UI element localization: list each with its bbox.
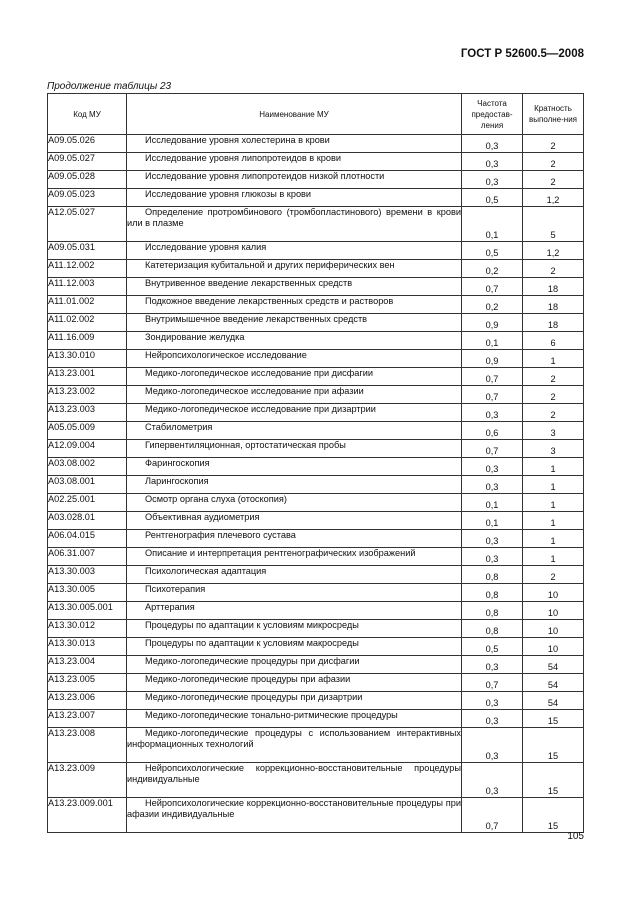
frequency-cell: 0,7 bbox=[462, 386, 523, 404]
code-cell: A09.05.031 bbox=[48, 242, 127, 260]
table-row bbox=[48, 602, 584, 620]
table-row bbox=[48, 798, 584, 833]
multiplicity-cell: 2 bbox=[523, 135, 584, 153]
table-row bbox=[48, 422, 584, 440]
frequency-cell: 0,7 bbox=[462, 440, 523, 458]
service-name: Исследование уровня калия bbox=[145, 242, 267, 252]
service-name: Стабилометрия bbox=[145, 422, 213, 432]
frequency-cell: 0,8 bbox=[462, 584, 523, 602]
service-name: Исследование уровня холестерина в крови bbox=[145, 135, 330, 145]
name-cell bbox=[127, 422, 462, 440]
multiplicity-cell: 1 bbox=[523, 494, 584, 512]
code-cell: A13.30.012 bbox=[48, 620, 127, 638]
table-row bbox=[48, 189, 584, 207]
service-name: Осмотр органа слуха (отоскопия) bbox=[145, 494, 287, 504]
frequency-cell: 0,2 bbox=[462, 260, 523, 278]
table-row bbox=[48, 314, 584, 332]
name-cell bbox=[127, 314, 462, 332]
multiplicity-cell: 1 bbox=[523, 548, 584, 566]
table-row bbox=[48, 674, 584, 692]
table-row bbox=[48, 278, 584, 296]
multiplicity-cell: 15 bbox=[523, 763, 584, 798]
table-row bbox=[48, 548, 584, 566]
frequency-cell: 0,7 bbox=[462, 674, 523, 692]
header-code: Код МУ bbox=[48, 94, 127, 135]
multiplicity-cell: 18 bbox=[523, 314, 584, 332]
service-name: Рентгенография плечевого сустава bbox=[145, 530, 296, 540]
code-cell: A13.23.009.001 bbox=[48, 798, 127, 833]
service-name: Медико-логопедическое исследование при дисфагии bbox=[145, 368, 373, 378]
code-cell: A13.23.008 bbox=[48, 728, 127, 763]
code-cell: A03.08.002 bbox=[48, 458, 127, 476]
multiplicity-cell: 1 bbox=[523, 350, 584, 368]
frequency-cell: 0,3 bbox=[462, 530, 523, 548]
multiplicity-cell: 2 bbox=[523, 153, 584, 171]
multiplicity-cell: 10 bbox=[523, 620, 584, 638]
frequency-cell: 0,9 bbox=[462, 314, 523, 332]
frequency-cell: 0,7 bbox=[462, 798, 523, 833]
table-row bbox=[48, 656, 584, 674]
multiplicity-cell: 15 bbox=[523, 798, 584, 833]
frequency-cell: 0,7 bbox=[462, 368, 523, 386]
name-cell bbox=[127, 548, 462, 566]
service-name: Описание и интерпретация рентгенографических изображений bbox=[145, 548, 416, 558]
code-cell: A13.30.005 bbox=[48, 584, 127, 602]
service-name: Психотерапия bbox=[145, 584, 206, 594]
name-cell bbox=[127, 798, 462, 833]
service-name: Внутривенное введение лекарственных средств bbox=[145, 278, 353, 288]
multiplicity-cell: 1 bbox=[523, 530, 584, 548]
frequency-cell: 0,3 bbox=[462, 476, 523, 494]
multiplicity-cell: 1 bbox=[523, 458, 584, 476]
service-name: Катетеризация кубитальной и других периферических вен bbox=[145, 260, 395, 270]
service-name: Нейропсихологическое исследование bbox=[145, 350, 307, 360]
table-header-row bbox=[48, 94, 584, 135]
frequency-cell: 0,1 bbox=[462, 332, 523, 350]
code-cell: A12.09.004 bbox=[48, 440, 127, 458]
frequency-cell: 0,2 bbox=[462, 296, 523, 314]
code-cell: A12.05.027 bbox=[48, 207, 127, 242]
frequency-cell: 0,6 bbox=[462, 422, 523, 440]
code-cell: A13.23.009 bbox=[48, 763, 127, 798]
frequency-cell: 0,8 bbox=[462, 602, 523, 620]
code-cell: A05.05.009 bbox=[48, 422, 127, 440]
multiplicity-cell: 10 bbox=[523, 638, 584, 656]
service-name: Медико-логопедическое исследование при афазии bbox=[145, 386, 364, 396]
service-name: Медико-логопедические процедуры с использованием интерактивных информационных технологий bbox=[127, 728, 461, 749]
service-name: Медико-логопедические процедуры при афазии bbox=[145, 674, 351, 684]
table-row bbox=[48, 332, 584, 350]
name-cell bbox=[127, 386, 462, 404]
name-cell bbox=[127, 512, 462, 530]
service-name: Исследование уровня глюкозы в крови bbox=[145, 189, 312, 199]
name-cell bbox=[127, 530, 462, 548]
table-row bbox=[48, 584, 584, 602]
name-cell bbox=[127, 476, 462, 494]
name-cell bbox=[127, 296, 462, 314]
table-row bbox=[48, 368, 584, 386]
frequency-cell: 0,9 bbox=[462, 350, 523, 368]
code-cell: A13.30.010 bbox=[48, 350, 127, 368]
multiplicity-cell: 2 bbox=[523, 404, 584, 422]
code-cell: A03.028.01 bbox=[48, 512, 127, 530]
name-cell bbox=[127, 602, 462, 620]
multiplicity-cell: 10 bbox=[523, 584, 584, 602]
service-name: Объективная аудиометрия bbox=[145, 512, 260, 522]
table-row bbox=[48, 171, 584, 189]
code-cell: A13.30.003 bbox=[48, 566, 127, 584]
table-row bbox=[48, 242, 584, 260]
code-cell: A02.25.001 bbox=[48, 494, 127, 512]
frequency-cell: 0,5 bbox=[462, 189, 523, 207]
multiplicity-cell: 15 bbox=[523, 728, 584, 763]
table-row bbox=[48, 440, 584, 458]
code-cell: A09.05.026 bbox=[48, 135, 127, 153]
table-row bbox=[48, 763, 584, 798]
page-number: 105 bbox=[567, 831, 584, 842]
code-cell: A11.02.002 bbox=[48, 314, 127, 332]
multiplicity-cell: 54 bbox=[523, 674, 584, 692]
name-cell bbox=[127, 404, 462, 422]
name-cell bbox=[127, 763, 462, 798]
code-cell: A09.05.023 bbox=[48, 189, 127, 207]
service-name: Определение протромбинового (тромбопластинового) времени в крови или в плазме bbox=[127, 207, 461, 228]
service-name: Гипервентиляционная, ортостатическая пробы bbox=[145, 440, 346, 450]
name-cell bbox=[127, 638, 462, 656]
multiplicity-cell: 1 bbox=[523, 512, 584, 530]
service-name: Подкожное введение лекарственных средств и растворов bbox=[145, 296, 394, 306]
multiplicity-cell: 18 bbox=[523, 296, 584, 314]
service-name: Психологическая адаптация bbox=[145, 566, 267, 576]
frequency-cell: 0,8 bbox=[462, 620, 523, 638]
multiplicity-cell: 18 bbox=[523, 278, 584, 296]
services-table bbox=[47, 93, 584, 833]
name-cell bbox=[127, 135, 462, 153]
frequency-cell: 0,3 bbox=[462, 458, 523, 476]
code-cell: A13.30.013 bbox=[48, 638, 127, 656]
name-cell bbox=[127, 368, 462, 386]
code-cell: A13.23.002 bbox=[48, 386, 127, 404]
service-name: Исследование уровня липопротеидов в крови bbox=[145, 153, 341, 163]
name-cell bbox=[127, 458, 462, 476]
multiplicity-cell: 3 bbox=[523, 422, 584, 440]
table-row bbox=[48, 260, 584, 278]
multiplicity-cell: 15 bbox=[523, 710, 584, 728]
name-cell bbox=[127, 242, 462, 260]
code-cell: A11.12.002 bbox=[48, 260, 127, 278]
multiplicity-cell: 2 bbox=[523, 566, 584, 584]
frequency-cell: 0,5 bbox=[462, 638, 523, 656]
code-cell: A13.23.004 bbox=[48, 656, 127, 674]
table-row bbox=[48, 494, 584, 512]
multiplicity-cell: 5 bbox=[523, 207, 584, 242]
table-row bbox=[48, 620, 584, 638]
code-cell: A11.01.002 bbox=[48, 296, 127, 314]
code-cell: A11.16.009 bbox=[48, 332, 127, 350]
table-caption: Продолжение таблицы 23 bbox=[47, 81, 172, 92]
frequency-cell: 0,3 bbox=[462, 710, 523, 728]
service-name: Нейропсихологические коррекционно-восстановительные процедуры при афазии индивидуальные bbox=[127, 798, 461, 819]
name-cell bbox=[127, 260, 462, 278]
service-name: Процедуры по адаптации к условиям макросреды bbox=[145, 638, 359, 648]
code-cell: A13.23.003 bbox=[48, 404, 127, 422]
multiplicity-cell: 54 bbox=[523, 692, 584, 710]
name-cell bbox=[127, 584, 462, 602]
name-cell bbox=[127, 350, 462, 368]
service-name: Арттерапия bbox=[145, 602, 195, 612]
name-cell bbox=[127, 692, 462, 710]
table-row bbox=[48, 350, 584, 368]
frequency-cell: 0,7 bbox=[462, 278, 523, 296]
standard-designation: ГОСТ Р 52600.5—2008 bbox=[460, 48, 584, 60]
service-name: Медико-логопедические процедуры при дизартрии bbox=[145, 692, 363, 702]
service-name: Исследование уровня липопротеидов низкой плотности bbox=[145, 171, 385, 181]
code-cell: A03.08.001 bbox=[48, 476, 127, 494]
frequency-cell: 0,1 bbox=[462, 494, 523, 512]
name-cell bbox=[127, 440, 462, 458]
service-name: Нейропсихологические коррекционно-восстановительные процедуры индивидуальные bbox=[127, 763, 461, 784]
name-cell bbox=[127, 494, 462, 512]
multiplicity-cell: 2 bbox=[523, 386, 584, 404]
name-cell bbox=[127, 278, 462, 296]
code-cell: A13.23.001 bbox=[48, 368, 127, 386]
multiplicity-cell: 2 bbox=[523, 368, 584, 386]
service-name: Фарингоскопия bbox=[145, 458, 210, 468]
table-row bbox=[48, 404, 584, 422]
multiplicity-cell: 2 bbox=[523, 171, 584, 189]
frequency-cell: 0,3 bbox=[462, 135, 523, 153]
frequency-cell: 0,3 bbox=[462, 404, 523, 422]
frequency-cell: 0,3 bbox=[462, 656, 523, 674]
frequency-cell: 0,3 bbox=[462, 692, 523, 710]
service-name: Медико-логопедические процедуры при дисфагии bbox=[145, 656, 360, 666]
name-cell bbox=[127, 189, 462, 207]
code-cell: A11.12.003 bbox=[48, 278, 127, 296]
frequency-cell: 0,3 bbox=[462, 548, 523, 566]
code-cell: A13.23.006 bbox=[48, 692, 127, 710]
service-name: Зондирование желудка bbox=[145, 332, 245, 342]
table-row bbox=[48, 207, 584, 242]
frequency-cell: 0,1 bbox=[462, 512, 523, 530]
table-row bbox=[48, 458, 584, 476]
frequency-cell: 0,3 bbox=[462, 728, 523, 763]
service-name: Медико-логопедическое исследование при дизартрии bbox=[145, 404, 376, 414]
multiplicity-cell: 1,2 bbox=[523, 242, 584, 260]
multiplicity-cell: 54 bbox=[523, 656, 584, 674]
header-multiplicity: Кратность выполне-ния bbox=[523, 94, 584, 135]
frequency-cell: 0,8 bbox=[462, 566, 523, 584]
name-cell bbox=[127, 207, 462, 242]
code-cell: A09.05.027 bbox=[48, 153, 127, 171]
name-cell bbox=[127, 620, 462, 638]
code-cell: A09.05.028 bbox=[48, 171, 127, 189]
table-row bbox=[48, 530, 584, 548]
multiplicity-cell: 3 bbox=[523, 440, 584, 458]
table-row bbox=[48, 153, 584, 171]
frequency-cell: 0,3 bbox=[462, 153, 523, 171]
multiplicity-cell: 10 bbox=[523, 602, 584, 620]
code-cell: A13.23.007 bbox=[48, 710, 127, 728]
table-row bbox=[48, 476, 584, 494]
table-row bbox=[48, 135, 584, 153]
table-row bbox=[48, 728, 584, 763]
multiplicity-cell: 2 bbox=[523, 260, 584, 278]
header-name: Наименование МУ bbox=[127, 94, 462, 135]
frequency-cell: 0,3 bbox=[462, 763, 523, 798]
table-row bbox=[48, 296, 584, 314]
service-name: Внутримышечное введение лекарственных средств bbox=[145, 314, 368, 324]
code-cell: A06.31.007 bbox=[48, 548, 127, 566]
frequency-cell: 0,1 bbox=[462, 207, 523, 242]
multiplicity-cell: 6 bbox=[523, 332, 584, 350]
multiplicity-cell: 1 bbox=[523, 476, 584, 494]
name-cell bbox=[127, 566, 462, 584]
name-cell bbox=[127, 674, 462, 692]
table-row bbox=[48, 692, 584, 710]
name-cell bbox=[127, 171, 462, 189]
multiplicity-cell: 1,2 bbox=[523, 189, 584, 207]
service-name: Медико-логопедические тонально-ритмические процедуры bbox=[145, 710, 398, 720]
table-row bbox=[48, 710, 584, 728]
frequency-cell: 0,3 bbox=[462, 171, 523, 189]
table-row bbox=[48, 566, 584, 584]
service-name: Процедуры по адаптации к условиям микросреды bbox=[145, 620, 359, 630]
table-row bbox=[48, 386, 584, 404]
code-cell: A06.04.015 bbox=[48, 530, 127, 548]
name-cell bbox=[127, 656, 462, 674]
name-cell bbox=[127, 332, 462, 350]
table-row bbox=[48, 512, 584, 530]
table-row bbox=[48, 638, 584, 656]
name-cell bbox=[127, 710, 462, 728]
name-cell bbox=[127, 153, 462, 171]
frequency-cell: 0,5 bbox=[462, 242, 523, 260]
code-cell: A13.23.005 bbox=[48, 674, 127, 692]
header-frequency: Частота предостав-ления bbox=[462, 94, 523, 135]
service-name: Ларингоскопия bbox=[145, 476, 209, 486]
name-cell bbox=[127, 728, 462, 763]
code-cell: A13.30.005.001 bbox=[48, 602, 127, 620]
